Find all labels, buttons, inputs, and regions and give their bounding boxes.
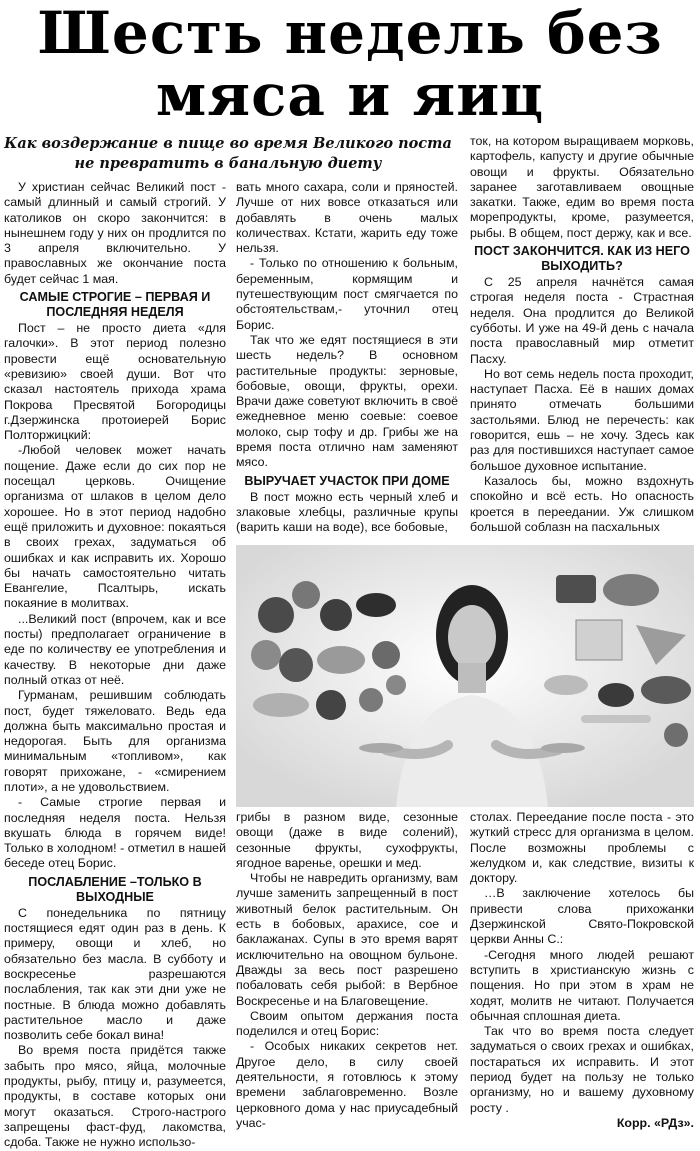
paragraph: ...Великий пост (впрочем, как и все посты) предполагает ограничение в еде по количеству ее употребления и качеству. В некоторые дни даже полный отказ от неё.	[4, 611, 226, 687]
paragraph: Пост – не просто диета «для галочки». В этот период полезно провести ещё основательную «ревизию» своей души. Вот что сказал настоятель прихода храма Покрова Пресвятой Богородицы г.Дзержинска протоиерей Борис Полторжицкий:	[4, 321, 226, 443]
paragraph: ток, на котором выращиваем морковь, картофель, капусту и другие обычные овощи и фрукты. Обязательно заранее заготавливаем овощные закатки. Также, едим во время поста морепродукты, кроме, разумеется, рыбы. В общем, пост держу, как и все.	[470, 134, 694, 240]
paragraph: С понедельника по пятницу постящиеся едят один раз в день. К примеру, овощи и хлеб, но обязательно без масла. В субботу и воскресенье разрешаются послабления, так как эти дни уже не постные. В блюда можно добавлять растительное масло и даже позволить себе бокал вина!	[4, 905, 226, 1043]
column-3-bottom	[470, 810, 694, 1131]
paragraph: Но вот семь недель поста проходит, наступает Пасха. Её в наших домах принято отмечать большими застольями. Блюд не перечесть: как говорится, ешь – не хочу. Здесь как раз для постившихся наступает самое большое духовное испытание.	[470, 366, 694, 473]
column-2-bottom	[236, 810, 458, 1131]
headline	[0, 0, 700, 129]
paragraph: С 25 апреля начнётся самая строгая неделя поста - Страстная неделя. Она продлится до Великой субботы. И уже на 49-й день с начала поста православный мир отметит Пасху.	[470, 275, 694, 366]
paragraph: Казалось бы, можно вздохнуть спокойно и всё есть. Но опасность кроется в переедании. Уж слишком большой соблазн на пасхальных	[470, 473, 694, 534]
paragraph: Своим опытом держания поста поделился и отец Борис:	[236, 1008, 458, 1039]
photo-illustration	[236, 545, 694, 807]
paragraph: столах. Переедание после поста - это жуткий стресс для организма в целом. После возможны проблемы с желудком и, как следствие, визиты к доктору.	[470, 810, 694, 886]
subheadline-line-2: не превратить в банальную диету	[74, 155, 382, 172]
section-heading: ВЫРУЧАЕТ УЧАСТОК ПРИ ДОМЕ	[244, 473, 450, 488]
paragraph: - Только по отношению к больным, беременным, кормящим и путешествующим пост смягчается по обстоятельствам,- уточнил отец Борис.	[236, 256, 458, 332]
paragraph: - Самые строгие первая и последняя неделя поста. Нельзя вкушать блюда в горячем виде! Только в холодном! - отметил в нашей беседе отец Борис.	[4, 795, 226, 871]
paragraph: Во время поста придётся также забыть про мясо, яйца, молочные продукты, рыбу, птицу и, разумеется, продукты, в составе которых они могут оказаться. Строго-настрого запрещены фаст-фуд, лакомства, сдоба. Также не нужно использо-	[4, 1043, 226, 1150]
vegetables-group	[251, 581, 406, 720]
paragraph: -Сегодня много людей решают вступить в христианскую жизнь с пощения. Но при этом в храм не ходят, молитв не читают. Получается обычная сплошная диета.	[470, 947, 694, 1023]
paragraph: Гурманам, решившим соблюдать пост, будет тяжеловато. Ведь еда должна быть максимально простая и недорогая. Быть для организма минимальным «топливом», как говорят прихожане, - «смирением плоти», а не удовольствием.	[4, 688, 226, 794]
subheadline-line-1: Как воздержание в пище во время Великого поста	[4, 135, 452, 152]
paragraph: В пост можно есть черный хлеб и злаковые хлебцы, различные крупы (варить каши на воде), все бобовые,	[236, 489, 458, 535]
paragraph: Так что же едят постящиеся в эти шесть недель? В основном растительные продукты: зерновые, бобовые, овощи, фрукты, орехи. Врачи даже советуют включить в своё ежедневное меню соевые: соевое молоко, сыр тофу и др. Грибы же на время поста отлично нам заменяют мясо.	[236, 332, 458, 470]
subheadline	[0, 134, 456, 174]
paragraph: Так что во время поста следует задуматься о своих грехах и ошибках, постараться их исправить. И этот период будет на пользу не только организму, но и вашему духовному росту .	[470, 1024, 694, 1115]
article-photo	[236, 545, 694, 807]
paragraph: вать много сахара, соли и пряностей. Лучше от них вовсе отказаться или добавлять в очень малых количествах. Кстати, жарить еду тоже нельзя.	[236, 180, 458, 256]
section-heading: САМЫЕ СТРОГИЕ – ПЕРВАЯ И ПОСЛЕДНЯЯ НЕДЕЛЯ	[19, 290, 211, 320]
column-3-top	[470, 134, 694, 535]
paragraph: грибы в разном виде, сезонные овощи (даже в виде солений), сезонные фрукты, сухофрукты, ягодное варенье, орешки и мед.	[236, 810, 458, 870]
section-heading: ПОСЛАБЛЕНИЕ –ТОЛЬКО В ВЫХОДНЫЕ	[28, 874, 202, 904]
signature: Корр. «РДз».	[616, 1115, 694, 1130]
paragraph: -Любой человек может начать пощение. Даже если до сих пор не посещал церковь. Очищение организма от шлаков в целом дело хорошее. Но в этот период надобно ещё приложить и духовное: покаяться в своих грехах, задуматься об ошибках и как исправить их. Хорошо бы начать самостоятельно читать Евангелие, Псалтырь, искать покаяние в молитвах.	[4, 443, 226, 611]
paragraph: - Особых никаких секретов нет. Другое дело, в силу своей деятельности, я готовлюсь к этому времени заблаговременно. Возле церковного дома у нас приусадебный учас-	[236, 1039, 458, 1130]
section-heading: ПОСТ ЗАКОНЧИТСЯ. КАК ИЗ НЕГО ВЫХОДИТЬ?	[474, 244, 690, 274]
paragraph: …В заключение хотелось бы привести слова прихожанки Дзержинской Свято-Покровской церкви Анны С.:	[470, 886, 694, 947]
paragraph: У христиан сейчас Великий пост - самый длинный и самый строгий. У католиков он скоро закончится: в нынешнем году у них он продлится по 3 апреля включительно. У православных же окончание поста будет сейчас 1 мая.	[4, 180, 226, 286]
column-2-top	[236, 180, 458, 536]
headline-line-2: мяса и яиц	[155, 61, 545, 129]
headline-line-1: Шесть недель без	[37, 0, 663, 67]
paragraph: Чтобы не навредить организму, вам лучше заменить запрещенный в пост животный белок растительным. Он есть в бобовых, арахисе, сое и баклажанах. Супы в это время варят исключительно на овощном бульоне. Дважды за весь пост разрешено побаловать себя рыбой: в Вербное Воскресенье и на Благовещение.	[236, 871, 458, 1008]
column-1	[4, 180, 226, 1151]
